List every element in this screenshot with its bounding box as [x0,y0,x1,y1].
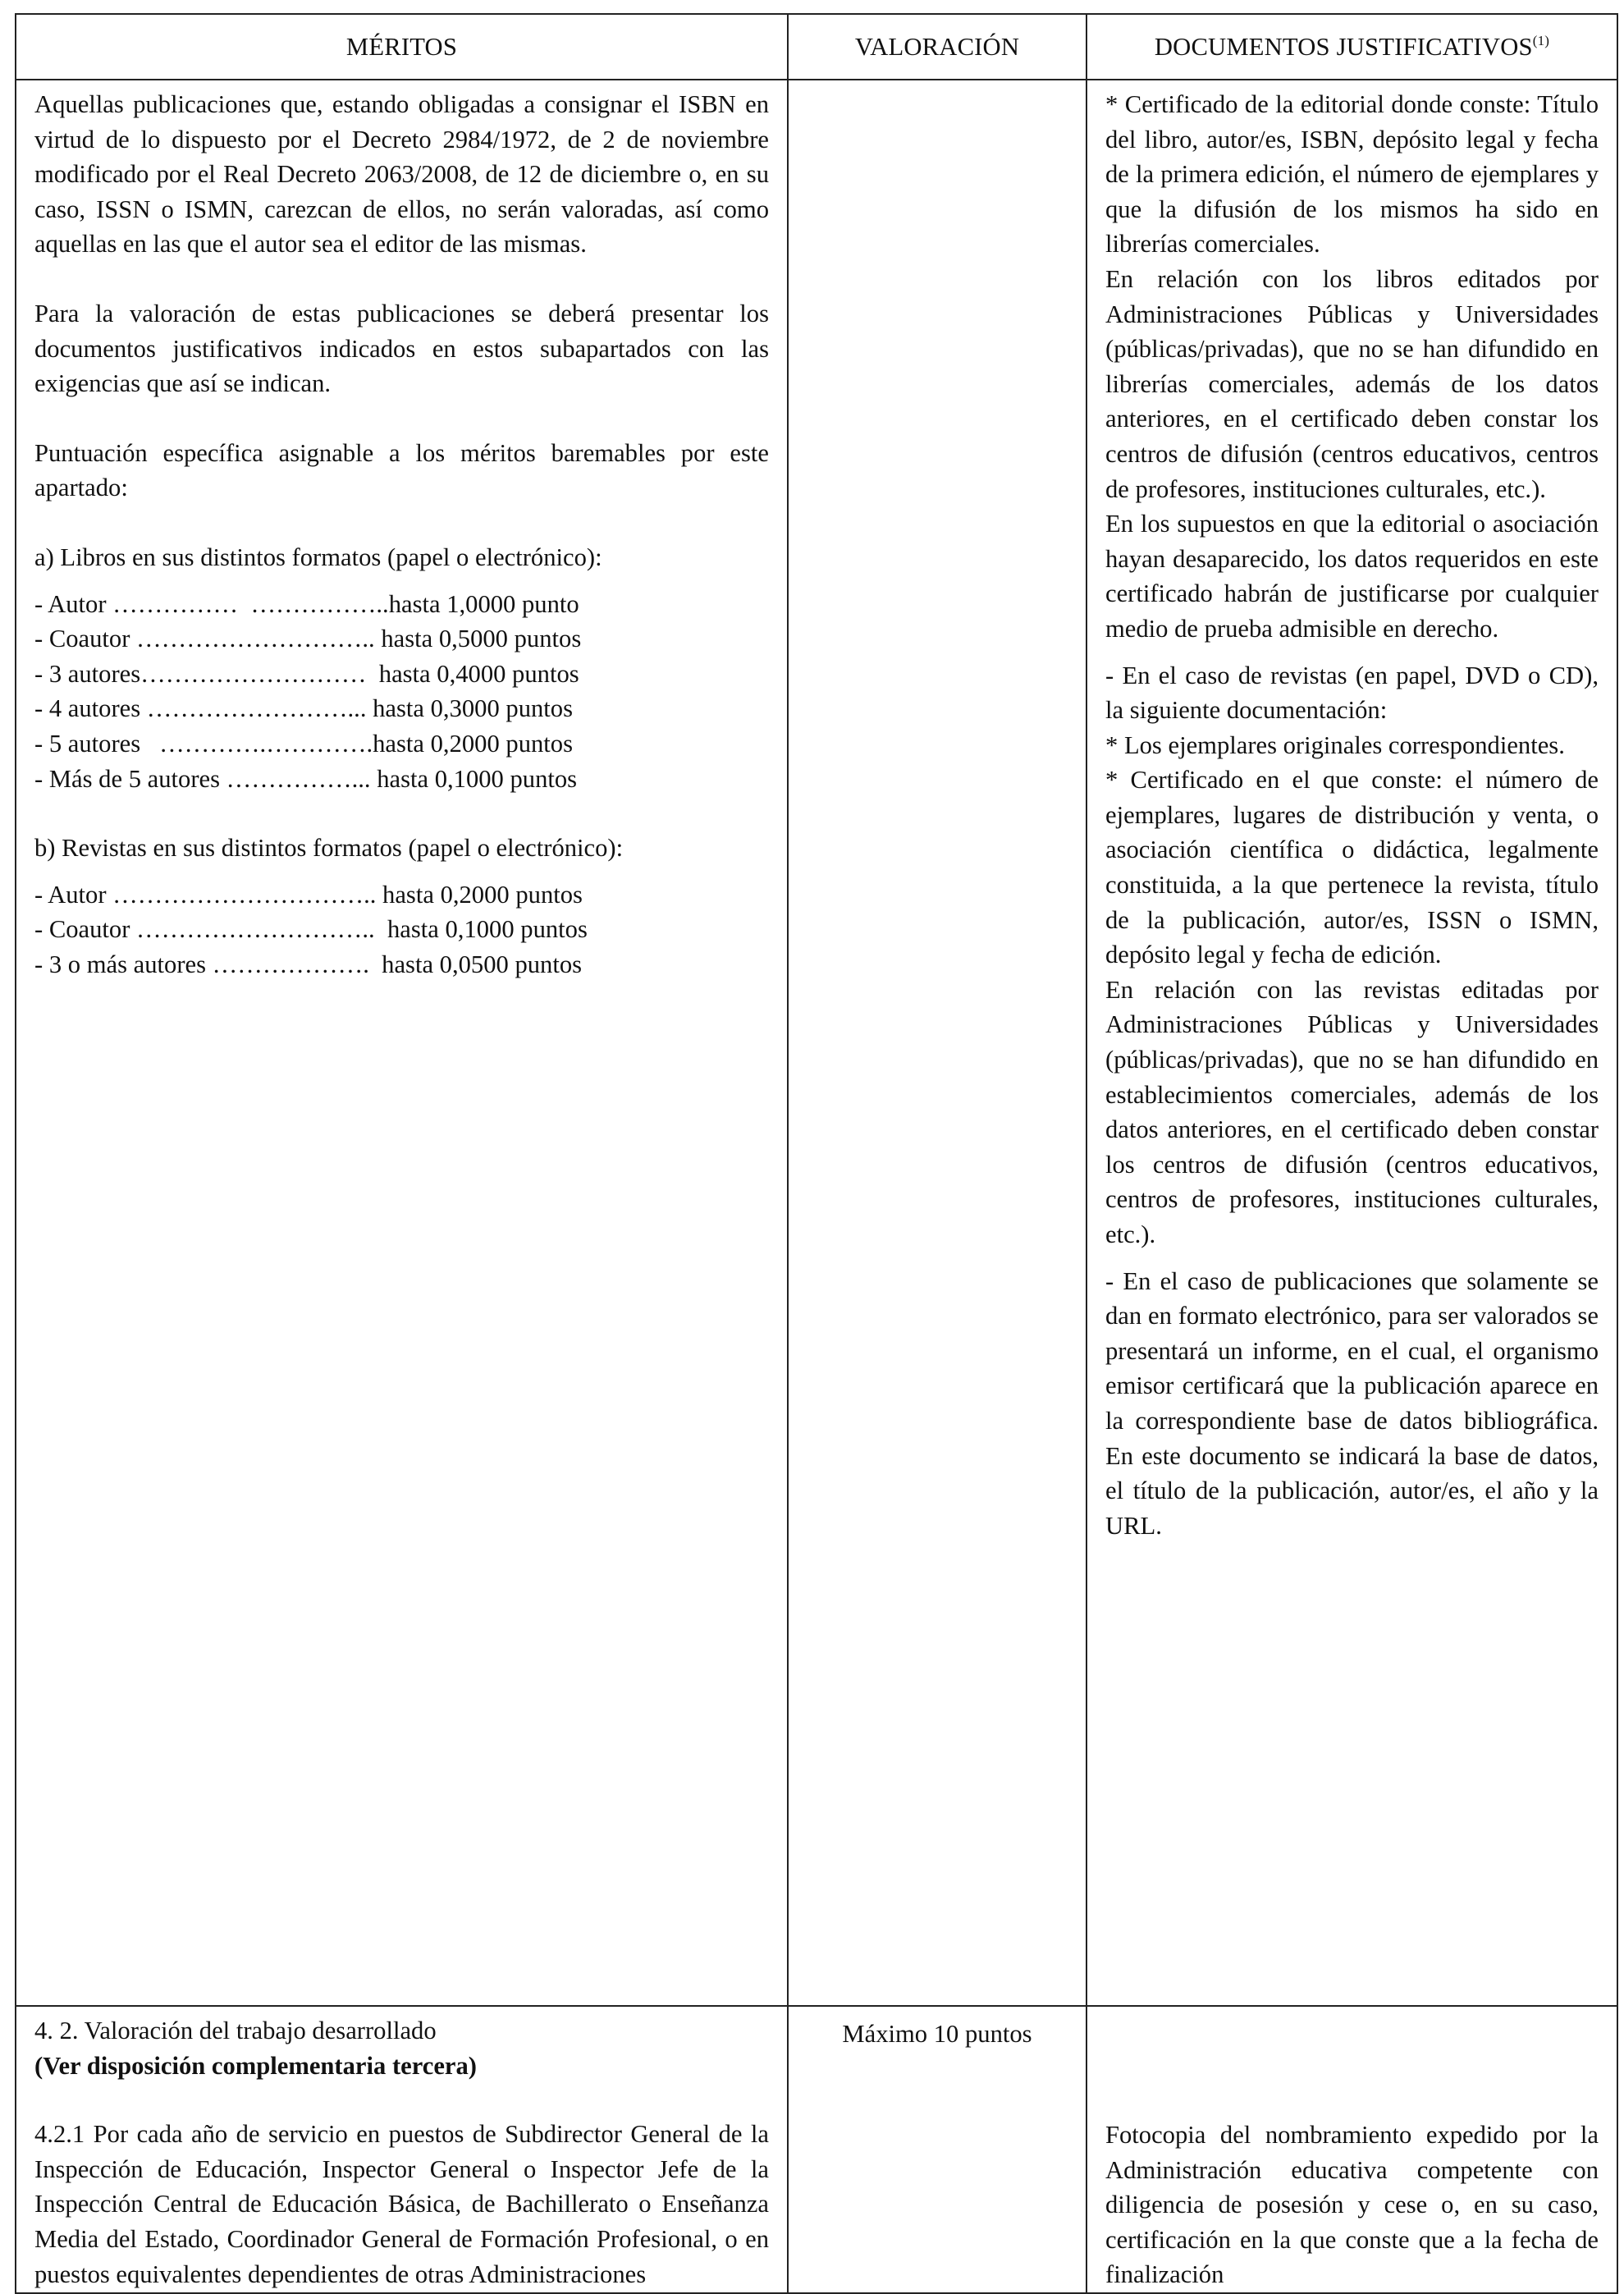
header-row [16,14,1617,80]
header-documents [1086,14,1617,80]
publications-documents-cell [1086,80,1617,2006]
publications-merits-cell [16,80,788,2006]
work-valuation-cell [788,2006,1086,2293]
list-item: - 4 autores ……………………... hasta 0,3000 puntos [34,694,574,723]
list-item: - 5 autores ………….………….hasta 0,2000 puntos [34,729,574,758]
work-docs-paragraph: Fotocopia del nombramiento expedido por la Administración educativa competente con diligencia de posesión y cese o, en su caso, certificación en la que conste que a la fecha de finalización [1105,2121,1599,2289]
header-merits: MÉRITOS [16,14,788,80]
docs-electronic-publications: - En el caso de publicaciones que solamente se dan en formato electrónico, para ser valorados se presentará un informe, en el cual, el organismo emisor certificará que la publicación aparece en la correspondiente base de datos bibliográfica. En este documento se indicará la base de datos, el título de la publicación, autor/es, el año y la URL. [1105,1266,1599,1540]
list-item: - Autor …………… ……………..hasta 1,0000 punto [34,589,579,618]
work-performed-row [16,2006,1617,2293]
header-documents-label: DOCUMENTOS JUSTIFICATIVOS [1154,32,1533,61]
list-item: - Más de 5 autores ……………... hasta 0,1000 puntos [34,764,578,793]
journals-points-list [34,877,769,982]
merits-table [15,13,1618,2294]
journals-heading: b) Revistas en sus distintos formatos (papel o electrónico): [34,834,624,863]
max-points-label: Máximo 10 puntos [842,2020,1032,2048]
list-item: - Autor ………………………….. hasta 0,2000 puntos [34,880,583,909]
publications-valuation-cell [788,80,1086,2006]
work-merits-cell [16,2006,788,2293]
list-item: - Coautor ……………………….. hasta 0,1000 puntos [34,915,588,944]
header-documents-footnote-ref: (1) [1532,32,1550,48]
docs-journals-intro: - En el caso de revistas (en papel, DVD o CD), la siguiente documentación: [1105,661,1599,725]
subsection-paragraph: 4.2.1 Por cada año de servicio en puestos de Subdirector General de la Inspección de Educación, Inspector General o Inspector Jefe de la Inspección Central de Educación Básica, de Bachillerato o Enseñanza Media del Estado, Coordinador General de Formación Profesional, o en puestos equivalentes dependientes de otras Administraciones [34,2120,769,2288]
docs-books-public-admin: En relación con los libros editados por Administraciones Públicas y Universidades (públicas/privadas), que no se han difundido en librerías comerciales, además de los datos anteriores, en el certificado deben constar los centros de difusión (centros educativos, centros de profesores, instituciones culturales, etc.). [1105,264,1599,503]
list-item: - Coautor ……………………….. hasta 0,5000 puntos [34,625,582,653]
docs-journals-public-admin: En relación con las revistas editadas por Administraciones Públicas y Universidades (públicas/privadas), que no se han difundido en establecimientos comerciales, además de los datos anteriores, en el certificado deben constar los centros de difusión (centros educativos, centros de profesores, instituciones culturales, etc.). [1105,975,1599,1248]
list-item: - 3 o más autores ………………. hasta 0,0500 puntos [34,950,583,978]
work-documents-cell [1086,2006,1617,2293]
section-title: 4. 2. Valoración del trabajo desarrollado [34,2017,437,2044]
header-valuation: VALORACIÓN [788,14,1086,80]
merits-scoring-paragraph: Puntuación específica asignable a los méritos baremables por este apartado: [34,438,769,502]
publications-row [16,80,1617,2006]
books-points-list [34,587,769,797]
books-heading: a) Libros en sus distintos formatos (papel o electrónico): [34,543,602,571]
merits-intro-paragraph: Aquellas publicaciones que, estando obligadas a consignar el ISBN en virtud de lo dispuesto por el Decreto 2984/1972, de 2 de noviembre modificado por el Real Decreto 2063/2008, de 12 de diciembre o, en su caso, ISSN o ISMN, carezcan de ellos, no serán valoradas, así como aquellas en las que el autor sea el editor de las mismas. [34,90,769,259]
docs-journals-originals: * Los ejemplares originales correspondientes. [1105,730,1565,759]
section-note: (Ver disposición complementaria tercera) [34,2051,477,2080]
list-item: - 3 autores……………………… hasta 0,4000 puntos [34,659,579,688]
docs-books-missing-publisher: En los supuestos en que la editorial o asociación hayan desaparecido, los datos requeridos en este certificado habrán de justificarse por cualquier medio de prueba admisible en derecho. [1105,510,1599,643]
merits-docs-paragraph: Para la valoración de estas publicaciones se deberá presentar los documentos justificativos indicados en estos subapartados con las exigencias que así se indican. [34,299,769,398]
docs-books-certificate: * Certificado de la editorial donde conste: Título del libro, autor/es, ISBN, depósito legal y fecha de la primera edición, el número de ejemplares y que la difusión de los mismos ha sido en librerías comerciales. [1105,90,1599,259]
docs-journals-certificate: * Certificado en el que conste: el número de ejemplares, lugares de distribución y venta, o asociación científica o didáctica, legalmente constituida, a la que pertenece la revista, título de la publicación, autor/es, ISSN o ISMN, depósito legal y fecha de edición. [1105,766,1599,969]
